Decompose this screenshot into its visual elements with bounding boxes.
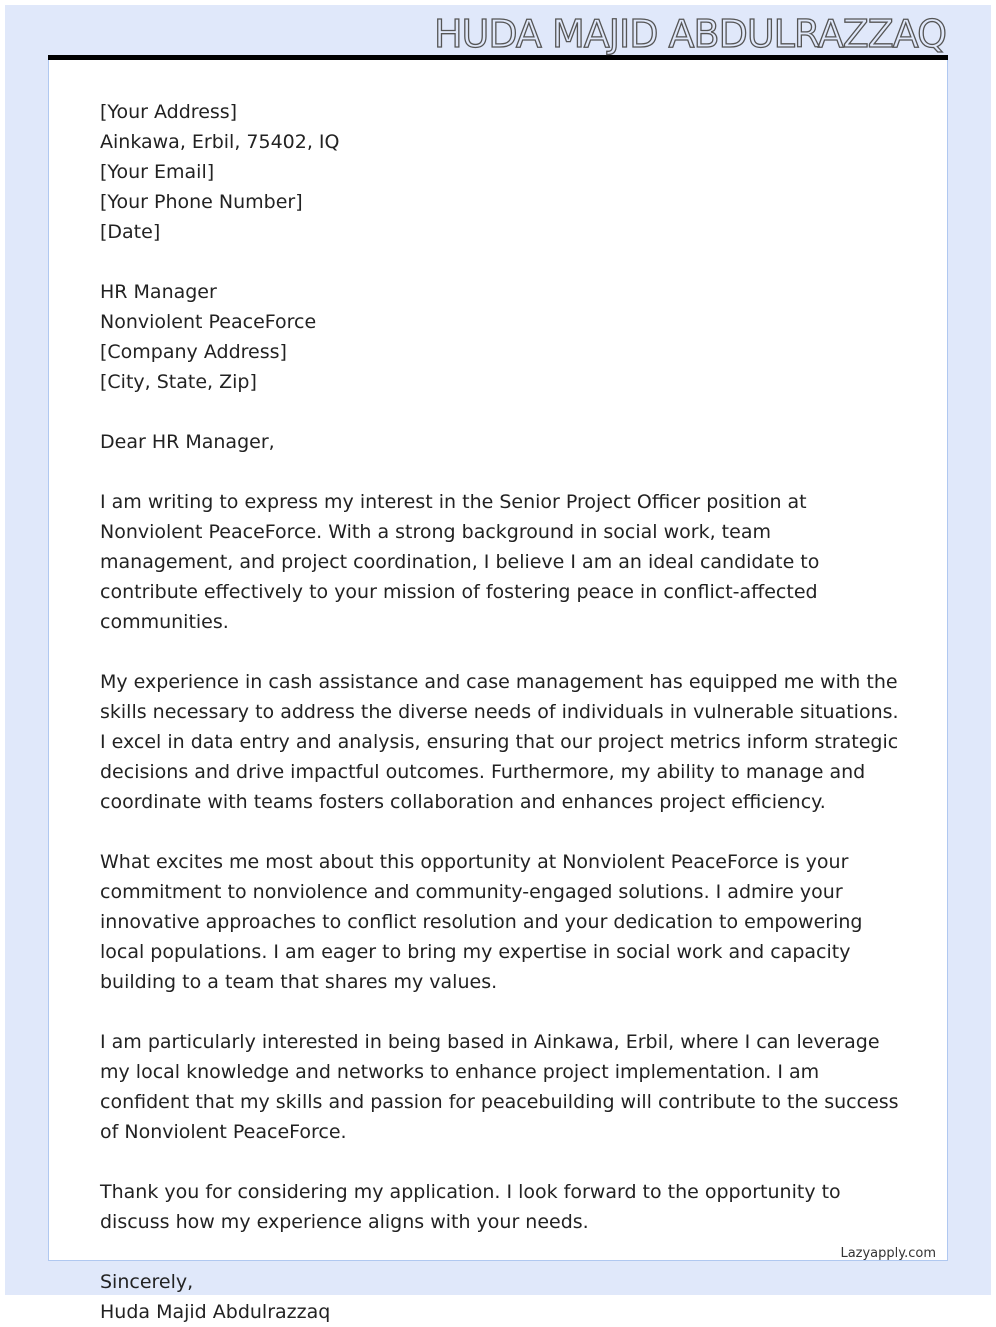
recipient-company: Nonviolent PeaceForce — [100, 311, 317, 333]
applicant-name-heading: HUDA MAJID ABDULRAZZAQ — [433, 12, 946, 56]
brand-watermark: Lazyapply.com — [840, 1246, 936, 1261]
recipient-city: [City, State, Zip] — [100, 371, 257, 393]
signature: Huda Majid Abdulrazzaq — [100, 1301, 331, 1323]
paragraph: I am particularly interested in being based in Ainkawa, Erbil, where I can leverage my local knowledge and networks to enhance project implementation. I am confident that my skills and passion for peacebuilding will contribute to the success of Nonviolent PeaceForce. — [100, 1031, 899, 1143]
closing: Sincerely, — [100, 1271, 194, 1293]
recipient-title: HR Manager — [100, 281, 217, 303]
sender-block — [100, 97, 900, 247]
sender-address: [Your Address] — [100, 101, 238, 123]
paragraph: Thank you for considering my application. I look forward to the opportunity to discuss how my experience aligns with your needs. — [100, 1181, 841, 1233]
sender-city: Ainkawa, Erbil, 75402, IQ — [100, 131, 340, 153]
letter-body — [100, 97, 900, 1327]
paragraph: My experience in cash assistance and case management has equipped me with the skills necessary to address the diverse needs of individuals in vulnerable situations. I excel in data entry and analysis, ensuring that our project metrics inform strategic decisions and drive impactful outcomes. Furthermore, my ability to manage and coordinate with teams fosters collaboration and enhances project efficiency. — [100, 671, 899, 813]
recipient-block — [100, 277, 900, 397]
recipient-address: [Company Address] — [100, 341, 287, 363]
paragraph: I am writing to express my interest in the Senior Project Officer position at Nonviolent PeaceForce. With a strong background in social work, team management, and project coordination, I believe I am an ideal candidate to contribute effectively to your mission of fostering peace in conflict-affected communities. — [100, 491, 820, 633]
sender-phone: [Your Phone Number] — [100, 191, 303, 213]
paragraph: What excites me most about this opportunity at Nonviolent PeaceForce is your commitment to nonviolence and community-engaged solutions. I admire your innovative approaches to conflict resolution and your dedication to empowering local populations. I am eager to bring my expertise in social work and capacity building to a team that shares my values. — [100, 851, 863, 993]
letter-date: [Date] — [100, 221, 161, 243]
salutation: Dear HR Manager, — [100, 431, 275, 453]
sender-email: [Your Email] — [100, 161, 215, 183]
